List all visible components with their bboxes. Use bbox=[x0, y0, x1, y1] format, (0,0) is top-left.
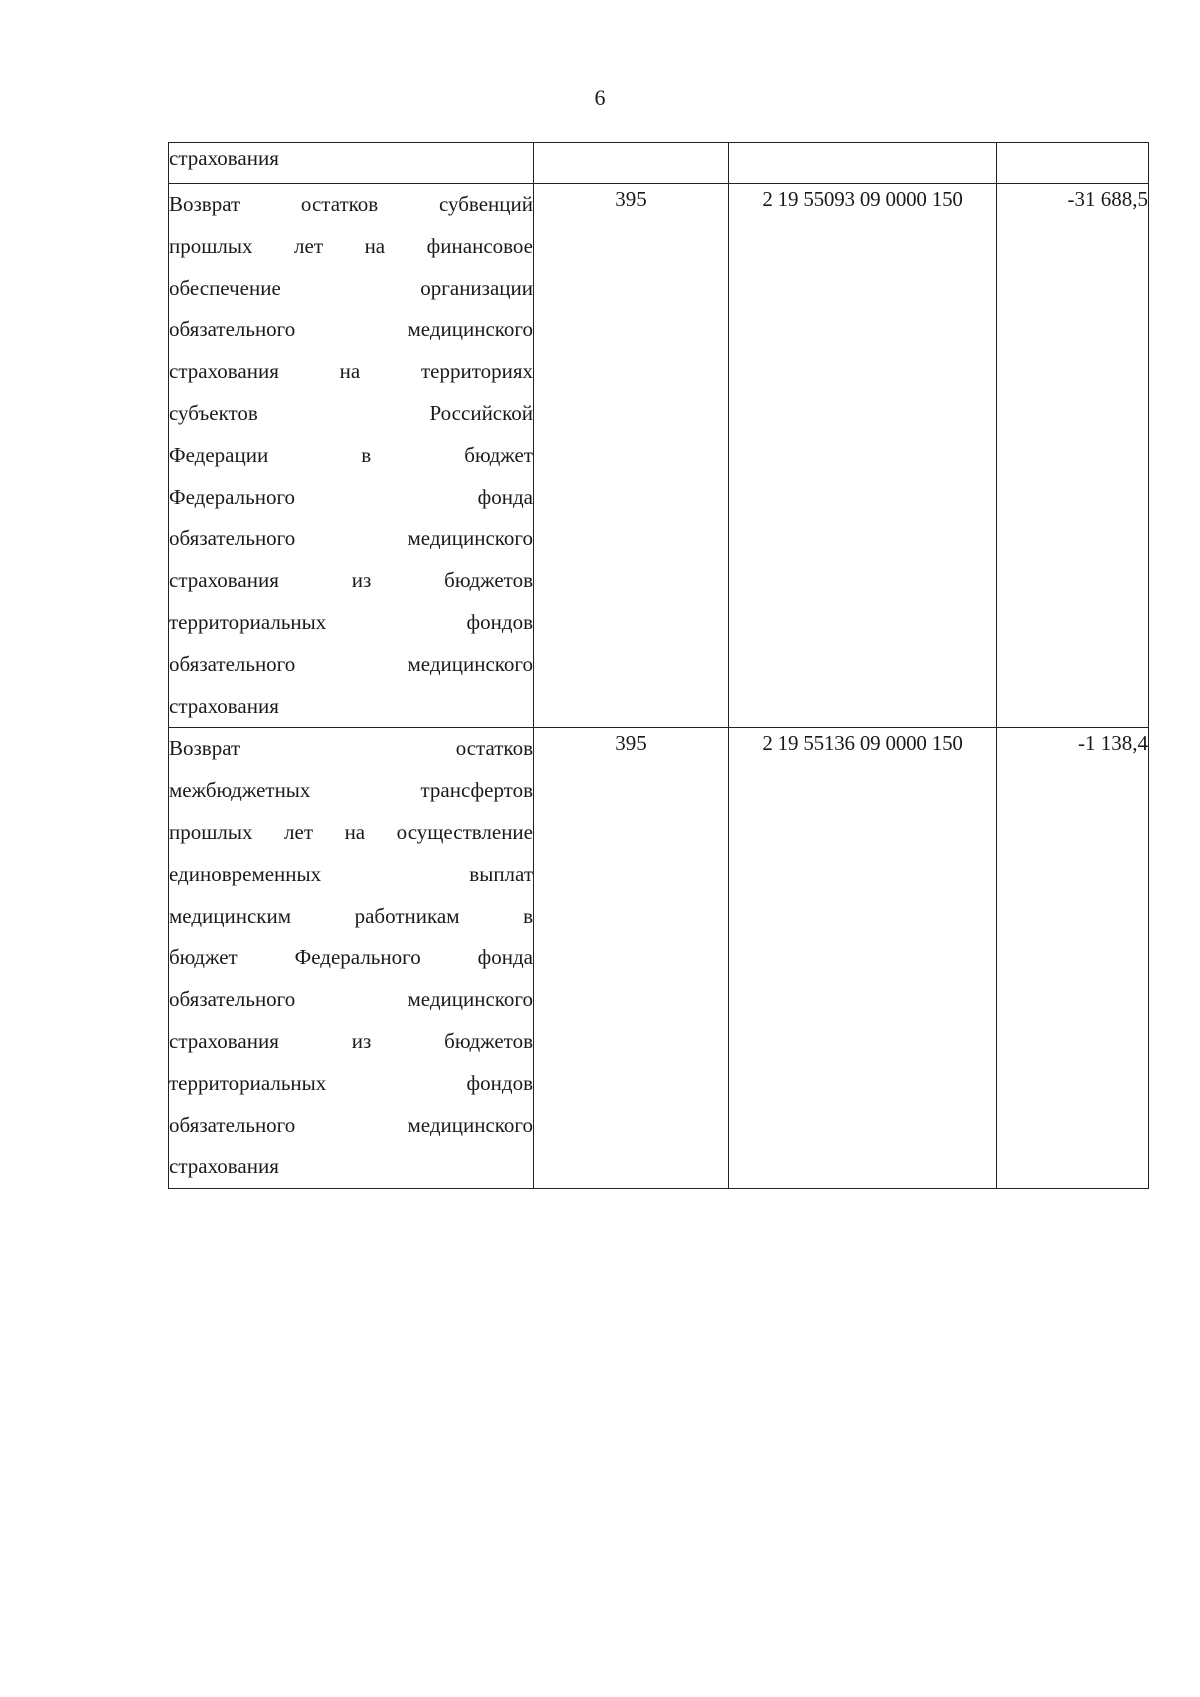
description-line: страхования bbox=[169, 693, 279, 718]
description-line: территориальных фондов bbox=[169, 1070, 533, 1095]
description-line: страхования из бюджетов bbox=[169, 1028, 533, 1053]
description-line: обязательного медицинского bbox=[169, 987, 533, 1012]
table-row bbox=[169, 184, 1149, 728]
row-budget-code: 2 19 55093 09 0000 150 bbox=[729, 184, 997, 728]
continuation-description: страхования bbox=[169, 143, 534, 184]
description-line: прошлых лет на финансовое bbox=[169, 233, 533, 258]
table-row-continuation bbox=[169, 143, 1149, 184]
row-description bbox=[169, 184, 534, 728]
description-line: бюджет Федерального фонда bbox=[169, 945, 533, 970]
description-line: Федерального фонда bbox=[169, 484, 533, 509]
description-line: межбюджетных трансфертов bbox=[169, 778, 533, 803]
description-line: медицинским работникам в bbox=[169, 903, 533, 928]
row-description bbox=[169, 728, 534, 1189]
row-admin-code: 395 bbox=[534, 184, 729, 728]
description-line: Возврат остатков bbox=[169, 736, 533, 761]
description-line: обязательного медицинского bbox=[169, 317, 533, 342]
description-line: страхования на территориях bbox=[169, 359, 533, 384]
description-line: прошлых лет на осуществление bbox=[169, 819, 533, 844]
continuation-budget-code bbox=[729, 143, 997, 184]
row-amount: -31 688,5 bbox=[997, 184, 1149, 728]
continuation-admin-code bbox=[534, 143, 729, 184]
description-line: обеспечение организации bbox=[169, 275, 533, 300]
description-line: субъектов Российской bbox=[169, 400, 533, 425]
row-amount: -1 138,4 bbox=[997, 728, 1149, 1189]
description-line: Федерации в бюджет bbox=[169, 442, 533, 467]
row-budget-code: 2 19 55136 09 0000 150 bbox=[729, 728, 997, 1189]
continuation-amount bbox=[997, 143, 1149, 184]
description-line: обязательного медицинского bbox=[169, 526, 533, 551]
description-line: Возврат остатков субвенций bbox=[169, 192, 533, 216]
description-line: страхования из бюджетов bbox=[169, 568, 533, 593]
description-line: обязательного медицинского bbox=[169, 651, 533, 676]
description-line: обязательного медицинского bbox=[169, 1112, 533, 1137]
description-line: страхования bbox=[169, 1154, 279, 1179]
budget-table bbox=[168, 142, 1149, 1189]
row-admin-code: 395 bbox=[534, 728, 729, 1189]
description-line: единовременных выплат bbox=[169, 861, 533, 886]
description-line: территориальных фондов bbox=[169, 609, 533, 634]
page-number: 6 bbox=[594, 85, 606, 110]
table-row bbox=[169, 728, 1149, 1189]
